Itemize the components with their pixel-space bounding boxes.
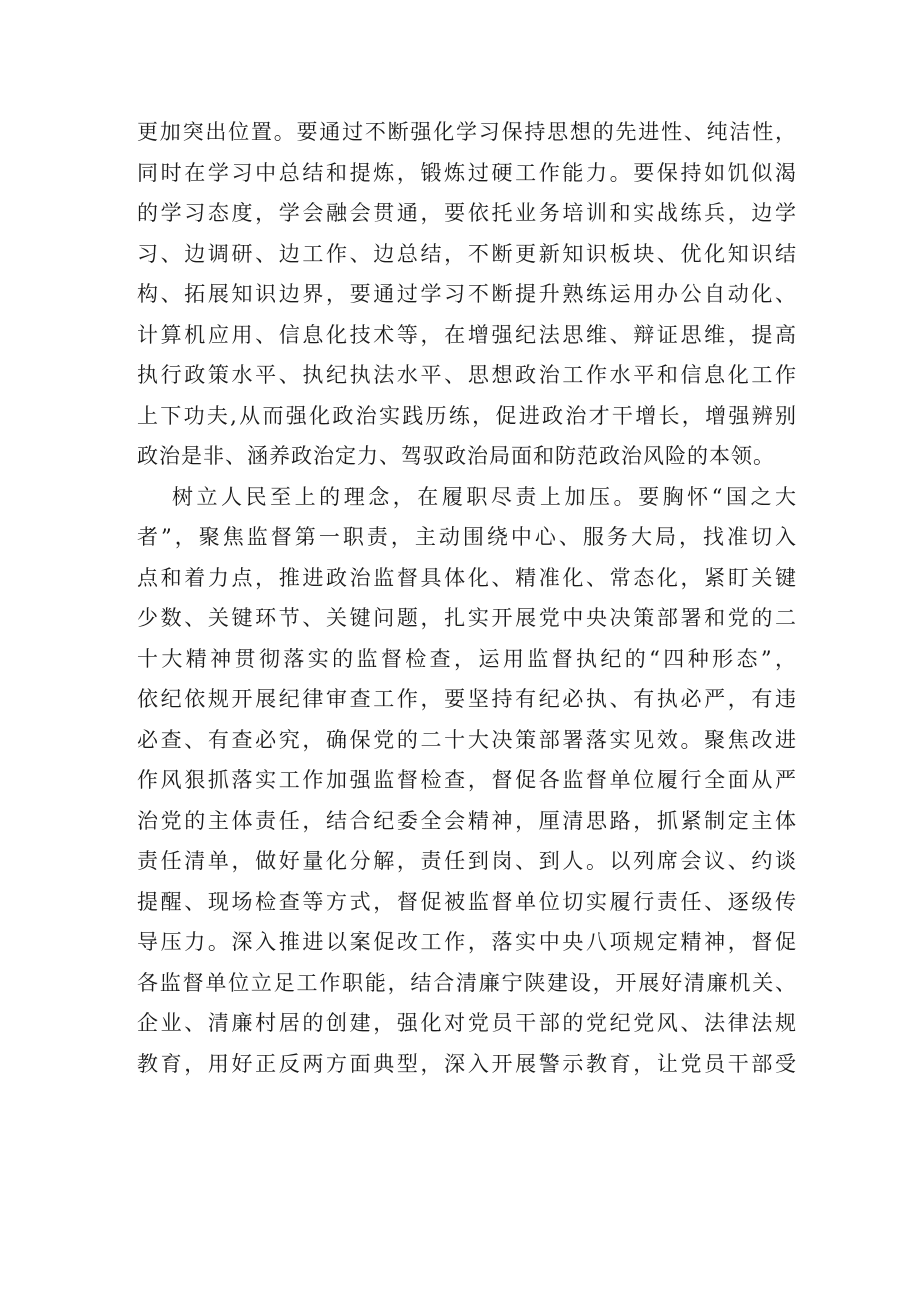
paragraph-first-line: 树立人民至上的理念，在履职尽责上加压。要胸怀“国之大 bbox=[172, 484, 797, 509]
text-line: 少数、关键环节、关键问题，扎实开展党中央决策部署和党的二 bbox=[137, 606, 797, 630]
text-line: 点和着力点，推进政治监督具体化、精准化、常态化，紧盯关键 bbox=[137, 565, 797, 590]
text-line: 者”，聚焦监督第一职责，主动围绕中心、服务大局，找准切入 bbox=[137, 525, 797, 549]
paragraph-end-line: 政治是非、涵养政治定力、驾驭政治局面和防范政治风险的本领。 bbox=[137, 444, 775, 468]
text-line: 十大精神贯彻落实的监督检查，运用监督执纪的“四种形态”， bbox=[137, 646, 797, 671]
text-line: 企业、清廉村居的创建，强化对党员干部的党纪党风、法律法规 bbox=[137, 1011, 797, 1035]
text-line: 作风狠抓落实工作加强监督检查，督促各监督单位履行全面从严 bbox=[137, 768, 797, 792]
text-line: 治党的主体责任，结合纪委全会精神，厘清思路，抓紧制定主体 bbox=[137, 808, 797, 833]
text-line: 提醒、现场检查等方式，督促被监督单位切实履行责任、逐级传 bbox=[137, 889, 797, 914]
text-line: 各监督单位立足工作职能，结合清廉宁陕建设，开展好清廉机关、 bbox=[137, 970, 797, 995]
text-line: 依纪依规开展纪律审查工作，要坚持有纪必执、有执必严，有违 bbox=[137, 687, 797, 711]
text-line: 习、边调研、边工作、边总结，不断更新知识板块、优化知识结 bbox=[137, 241, 797, 266]
text-line: 的学习态度，学会融会贯通，要依托业务培训和实战练兵，边学 bbox=[137, 201, 797, 225]
text-line: 责任清单，做好量化分解，责任到岗、到人。以列席会议、约谈 bbox=[137, 849, 797, 873]
text-line: 教育，用好正反两方面典型，深入开展警示教育，让党员干部受 bbox=[137, 1051, 797, 1076]
body-text bbox=[137, 112, 797, 1084]
text-line: 同时在学习中总结和提炼，锻炼过硬工作能力。要保持如饥似渴 bbox=[137, 160, 797, 185]
text-line: 更加突出位置。要通过不断强化学习保持思想的先进性、纯洁性， bbox=[137, 120, 797, 144]
text-line: 必查、有查必究，确保党的二十大决策部署落实见效。聚焦改进 bbox=[137, 727, 797, 752]
text-line: 上下功夫,从而强化政治实践历练，促进政治才干增长，增强辨别 bbox=[137, 403, 797, 428]
text-line: 计算机应用、信息化技术等，在增强纪法思维、辩证思维，提高 bbox=[137, 322, 797, 347]
text-line: 构、拓展知识边界，要通过学习不断提升熟练运用办公自动化、 bbox=[137, 282, 797, 306]
text-line: 导压力。深入推进以案促改工作，落实中央八项规定精神，督促 bbox=[137, 930, 797, 954]
text-line: 执行政策水平、执纪执法水平、思想政治工作水平和信息化工作 bbox=[137, 363, 797, 387]
